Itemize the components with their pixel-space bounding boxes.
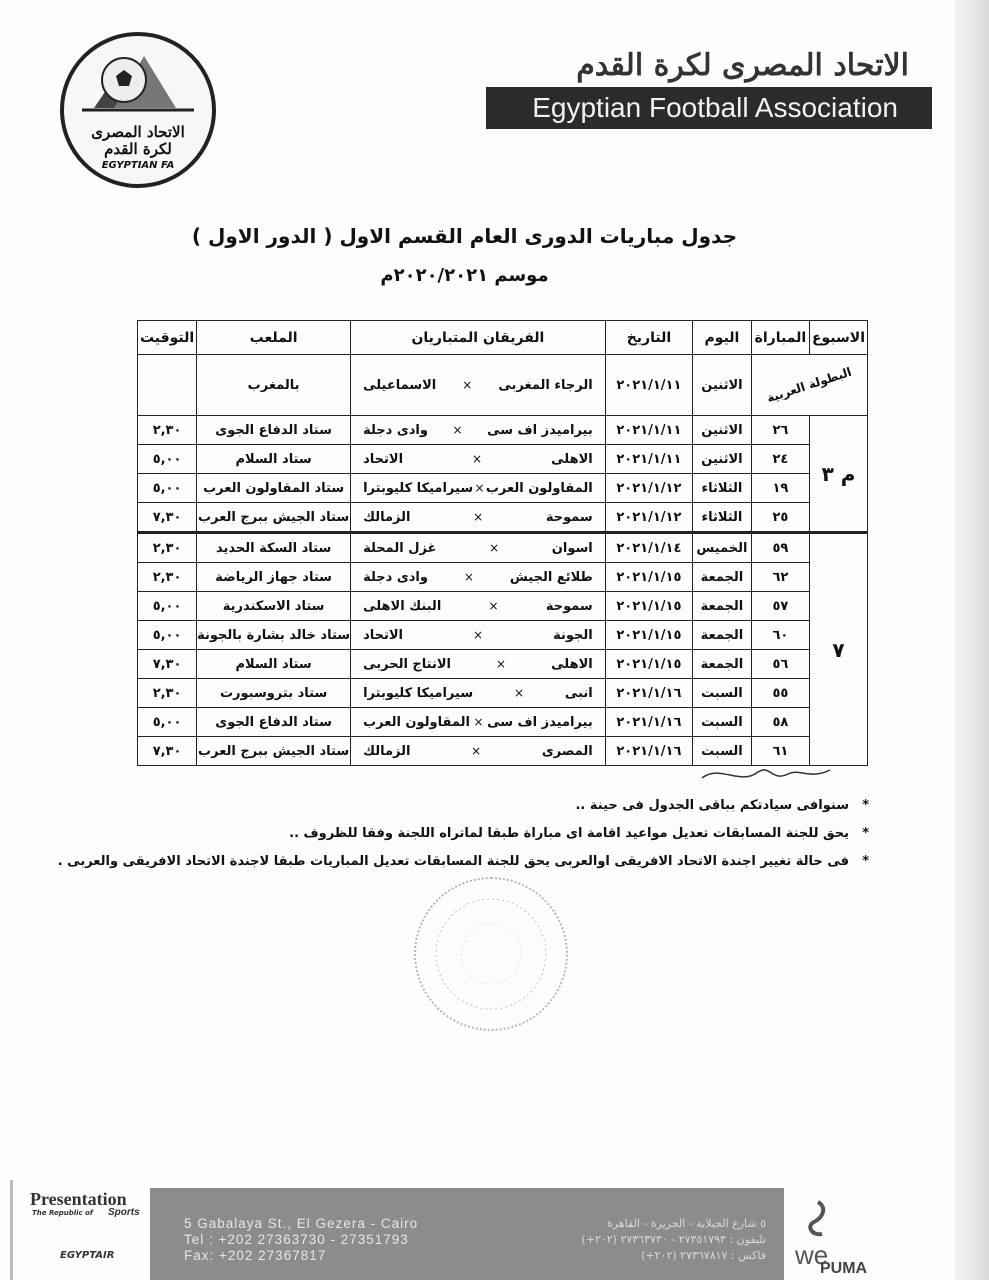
note-text: فى حالة تغيير اجندة الاتحاد الافريقى اوالعربى يحق للجنة المسابقات تعديل المباريات طبقا لاجندة الاتحاد الافريقى والعربى . — [57, 854, 849, 869]
match-date: ٢٠٢١/١/١٥ — [605, 592, 692, 621]
match-stadium: ستاد الجيش ببرج العرب — [197, 503, 351, 533]
address-english: 5 Gabalaya St., El Gezera - Cairo Tel : +202 27363730 - 27351793 Fax: +202 27367817 — [184, 1216, 419, 1263]
note-item — [58, 796, 869, 824]
match-stadium: ستاد الدفاع الجوى — [197, 708, 351, 737]
sponsor-we: we — [795, 1240, 829, 1270]
match-number: ٥٨ — [751, 708, 809, 737]
home-team: طلائع الجيش — [509, 569, 593, 585]
header-match: المباراة — [751, 321, 809, 355]
match-time: ٧,٣٠ — [138, 737, 197, 766]
note-item — [57, 852, 869, 880]
match-stadium: ستاد السلام — [197, 445, 351, 474]
match-time: ٢,٣٠ — [138, 563, 197, 592]
match-time: ٥,٠٠ — [138, 445, 197, 474]
match-number: ٥٥ — [751, 679, 809, 708]
match-time: ٢,٣٠ — [138, 533, 197, 563]
vs-mark: × — [496, 657, 507, 671]
scan-edge — [955, 0, 989, 1280]
note-bullet: * — [862, 798, 869, 813]
match-date: ٢٠٢١/١/١٦ — [605, 679, 692, 708]
arab-cup-stadium: بالمغرب — [197, 355, 351, 416]
match-date: ٢٠٢١/١/١٢ — [605, 503, 692, 533]
arab-cup-label-cell — [751, 355, 867, 416]
table-row — [138, 592, 868, 621]
vs-mark: × — [473, 715, 484, 729]
address-arabic: ٥ شارع الجبلاية - الجزيرة - القاهرة تليفون : ٢٧٣٥١٧٩٣ - ٢٧٣٦٣٧٣٠ (٢٠٢+) فاكس : ٢٧٣٦٧٨١٧ (٢٠٢+) — [581, 1217, 766, 1262]
logo-english-text: EGYPTIAN FA — [101, 160, 175, 171]
match-day: الخميس — [693, 533, 752, 563]
vs-mark: × — [452, 423, 463, 437]
match-day: الثلاثاء — [693, 474, 752, 503]
match-time: ٥,٠٠ — [138, 474, 197, 503]
match-time: ٢,٣٠ — [138, 679, 197, 708]
table-row — [138, 474, 868, 503]
footer-address-bar — [150, 1188, 784, 1280]
match-time: ٢,٣٠ — [138, 416, 197, 445]
away-team: البنك الاهلى — [363, 598, 442, 614]
match-time: ٥,٠٠ — [138, 592, 197, 621]
document-title: جدول مباريات الدورى العام القسم الاول ( الدور الاول ) — [191, 224, 738, 248]
match-day: الاثنين — [693, 416, 752, 445]
vs-mark: × — [488, 599, 499, 613]
table-row — [138, 445, 868, 474]
away-team: وادى دجلة — [363, 569, 428, 585]
match-date: ٢٠٢١/١/١٤ — [605, 533, 692, 563]
match-number: ٢٦ — [751, 416, 809, 445]
away-team: سيراميكا كليوبترا — [363, 480, 474, 496]
match-number: ٥٦ — [751, 650, 809, 679]
vs-mark: × — [463, 570, 474, 584]
note-text: يحق للجنة المسابقات تعديل مواعيد اقامة اى مباراة طبقا لماتراه اللجنة وفقا للظروف .. — [289, 826, 849, 841]
away-team: الانتاج الحربى — [363, 656, 452, 672]
home-team: انبى — [564, 685, 593, 701]
association-name-arabic: الاتحاد المصرى لكرة القدم — [576, 48, 909, 83]
match-stadium: ستاد جهاز الرياضة — [197, 563, 351, 592]
association-banner — [486, 87, 932, 129]
table-row — [138, 503, 868, 533]
match-number: ٢٤ — [751, 445, 809, 474]
vs-mark: × — [473, 510, 484, 524]
sponsor-sports: Sports — [108, 1207, 140, 1218]
match-number: ٥٧ — [751, 592, 809, 621]
match-day: الثلاثاء — [693, 503, 752, 533]
note-item — [58, 824, 869, 852]
match-stadium: ستاد بتروسبورت — [197, 679, 351, 708]
match-date: ٢٠٢١/١/١١ — [605, 416, 692, 445]
arab-cup-day: الاثنين — [693, 355, 752, 416]
note-bullet: * — [862, 854, 869, 869]
vs-mark: × — [513, 686, 525, 700]
table-row — [138, 416, 868, 445]
notes-list — [57, 796, 869, 880]
fixtures-table — [137, 320, 868, 766]
match-date: ٢٠٢١/١/١٦ — [605, 737, 692, 766]
away-team: الاتحاد — [363, 451, 404, 467]
arab-cup-label: البطولة العربية — [765, 364, 854, 405]
match-day: السبت — [693, 737, 752, 766]
page-edge — [10, 1180, 13, 1280]
match-stadium: ستاد المقاولون العرب — [197, 474, 351, 503]
away-team: سيراميكا كليوبترا — [363, 685, 474, 701]
match-number: ٦٠ — [751, 621, 809, 650]
logo-arabic-text: الاتحاد المصرى لكرة القدم — [91, 123, 185, 158]
vs-mark: × — [474, 481, 485, 495]
match-date: ٢٠٢١/١/١١ — [605, 445, 692, 474]
away-team: وادى دجلة — [363, 422, 428, 438]
arab-cup-away: الاسماعيلى — [363, 377, 437, 393]
match-teams — [351, 445, 606, 474]
away-team: غزل المحلة — [363, 540, 437, 556]
match-number: ٢٥ — [751, 503, 809, 533]
home-team: بيراميدز اف سى — [487, 422, 593, 438]
match-teams — [351, 679, 606, 708]
match-day: الجمعة — [693, 592, 752, 621]
home-team: سموحة — [545, 509, 593, 525]
note-bullet: * — [862, 826, 869, 841]
header-week: الاسبوع — [809, 321, 867, 355]
match-teams — [351, 474, 606, 503]
sponsor-presentation-sub: The Republic of — [32, 1209, 93, 1217]
match-number: ١٩ — [751, 474, 809, 503]
table-row — [138, 708, 868, 737]
match-date: ٢٠٢١/١/١٥ — [605, 563, 692, 592]
match-stadium: ستاد السلام — [197, 650, 351, 679]
sponsor-puma: PUMA — [820, 1260, 868, 1277]
association-name-english: Egyptian Football Association — [532, 92, 898, 123]
match-number: ٦١ — [751, 737, 809, 766]
table-row — [138, 679, 868, 708]
home-team: المصرى — [541, 743, 593, 759]
match-number: ٥٩ — [751, 533, 809, 563]
home-team: سموحة — [545, 598, 593, 614]
away-team: الزمالك — [363, 743, 411, 759]
match-time: ٥,٠٠ — [138, 708, 197, 737]
table-header-row — [138, 321, 868, 355]
season-title: موسم ٢٠٢٠/٢٠٢١م — [380, 265, 549, 286]
official-stamp — [414, 877, 568, 1031]
home-team: الجونة — [553, 627, 593, 643]
sponsor-presentation: Presentation — [30, 1189, 127, 1209]
match-date: ٢٠٢١/١/١٥ — [605, 650, 692, 679]
home-team: المقاولون العرب — [485, 480, 593, 496]
match-stadium: ستاد الدفاع الجوى — [197, 416, 351, 445]
match-time: ٧,٣٠ — [138, 650, 197, 679]
match-day: الجمعة — [693, 563, 752, 592]
vs-mark: × — [489, 541, 500, 555]
match-teams — [351, 650, 606, 679]
match-time: ٥,٠٠ — [138, 621, 197, 650]
efa-logo — [60, 32, 216, 188]
signature — [700, 760, 850, 790]
match-day: السبت — [693, 679, 752, 708]
match-date: ٢٠٢١/١/١٢ — [605, 474, 692, 503]
match-teams — [351, 592, 606, 621]
home-team: بيراميدز اف سى — [487, 714, 593, 730]
match-teams — [351, 737, 606, 766]
arab-cup-teams — [351, 355, 606, 416]
table-row — [138, 621, 868, 650]
header-teams: الفريقان المتباريان — [351, 321, 606, 355]
arab-cup-time — [138, 355, 197, 416]
match-teams — [351, 708, 606, 737]
match-day: السبت — [693, 708, 752, 737]
match-number: ٦٢ — [751, 563, 809, 592]
arab-cup-date: ٢٠٢١/١/١١ — [605, 355, 692, 416]
match-date: ٢٠٢١/١/١٥ — [605, 621, 692, 650]
home-team: الاهلى — [551, 656, 593, 672]
match-teams — [351, 533, 606, 563]
table-row — [138, 563, 868, 592]
away-team: الاتحاد — [363, 627, 404, 643]
away-team: الزمالك — [363, 509, 411, 525]
vs-mark: × — [473, 628, 484, 642]
week-cell: م ٣ — [809, 416, 867, 533]
vs-mark: × — [462, 378, 473, 392]
table-row — [138, 650, 868, 679]
match-stadium: ستاد الجيش ببرج العرب — [197, 737, 351, 766]
table-row — [138, 533, 868, 563]
arab-cup-home: الرجاء المغربى — [498, 377, 593, 393]
home-team: الاهلى — [551, 451, 593, 467]
match-stadium: ستاد الاسكندرية — [197, 592, 351, 621]
match-date: ٢٠٢١/١/١٦ — [605, 708, 692, 737]
match-stadium: ستاد السكة الحديد — [197, 533, 351, 563]
match-teams — [351, 621, 606, 650]
sponsor-egyptair: EGYPTAIR — [60, 1250, 115, 1261]
header-stadium: الملعب — [197, 321, 351, 355]
home-team: اسوان — [551, 540, 593, 556]
match-day: الجمعة — [693, 621, 752, 650]
match-teams — [351, 563, 606, 592]
match-stadium: ستاد خالد بشارة بالجونة — [197, 621, 351, 650]
match-teams — [351, 416, 606, 445]
vs-mark: × — [472, 452, 483, 466]
match-day: الاثنين — [693, 445, 752, 474]
match-time: ٧,٣٠ — [138, 503, 197, 533]
away-team: المقاولون العرب — [363, 714, 470, 730]
vs-mark: × — [471, 744, 482, 758]
header-date: التاريخ — [605, 321, 692, 355]
header-day: اليوم — [693, 321, 752, 355]
arab-cup-row — [138, 355, 868, 416]
week-cell: ٧ — [809, 533, 867, 766]
note-text: سنوافى سيادتكم بباقى الجدول فى حينة .. — [575, 798, 849, 813]
header-time: التوقيت — [138, 321, 197, 355]
match-teams — [351, 503, 606, 533]
match-day: الجمعة — [693, 650, 752, 679]
